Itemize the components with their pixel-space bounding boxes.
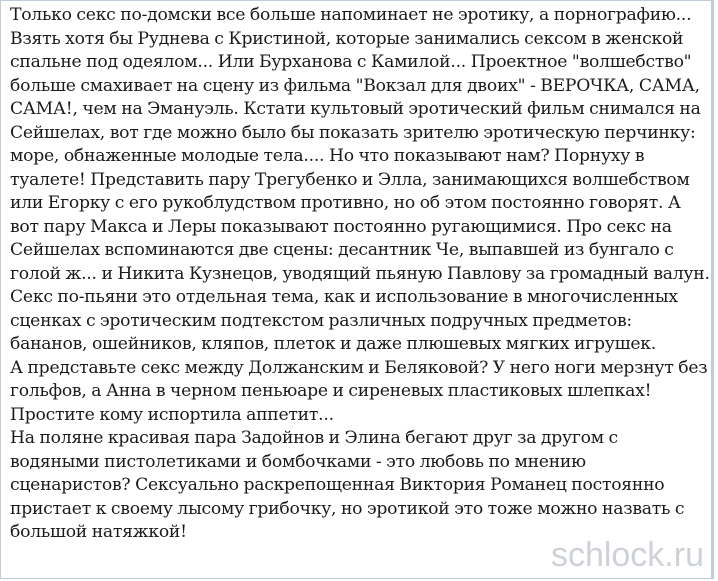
article-paragraph-2: А представьте секс между Должанским и Беляковой? У него ноги мерзнут без гольфов, а Анна в черном пеньюаре и сиреневых пластиковых шлепках! Простите кому испортила аппетит...	[10, 357, 708, 425]
article-paragraph-3: На поляне красивая пара Задойнов и Элина бегают друг за другом с водяными пистолетиками и бомбочками - это любовь по мнению сценаристов? Сексуально раскрепощенная Виктория Романец постоянно пристает к своему лысому грибочку, но эротикой это тоже можно назвать с большой натяжкой!	[10, 428, 685, 542]
article-paragraph-1: Только секс по-домски все больше напоминает не эротику, а порнографию... Взять хотя бы Руднева с Кристиной, которые занимались сексом в женской спальне под одеялом... Или Бурханова с Камилой... Проектное "волшебство" больше смахивает на сцену из фильма "Вокзал для двоих" - ВЕРОЧКА, САМА, САМА!, чем на Эмануэль. Кстати культовый эротический фильм снимался на Сейшелах, вот где можно было бы показать зрителю эротическую перчинку: море, обнаженные молодые тела.... Но что показывают нам? Порнуху в туалете! Представить пару Трегубенко и Элла, занимающихся волшебством или Егорку с его рукоблудством противно, но об этом постоянно говорят. А вот пару Макса и Леры показывают постоянно ругающимися. Про секс на Сейшелах вспоминаются две сцены: десантник Че, выпавшей из бунгало с голой ж... и Никита Кузнецов, уводящий пьяную Павлову за громадный валун. Секс по-пьяни это отдельная тема, как и использование в многочисленных сценках с эротическим подтекстом различных подручных предметов: бананов, ошейников, кляпов, плеток и даже плюшевых мягких игрушек.	[10, 5, 710, 354]
article-body	[10, 4, 710, 545]
site-watermark: schlock.ru	[550, 536, 704, 574]
